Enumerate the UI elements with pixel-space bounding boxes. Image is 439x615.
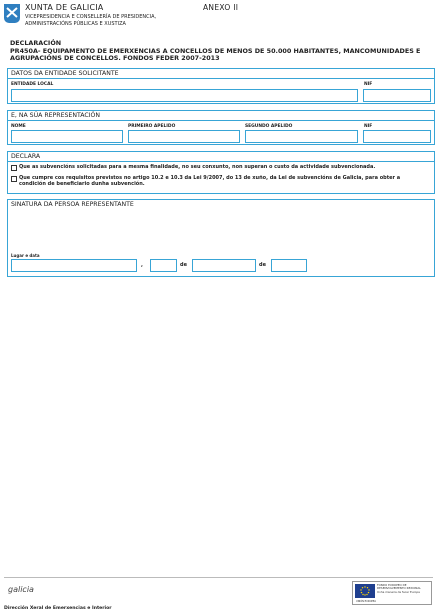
declares-item-2-line-1: Que cumpre cos requisitos previstos no artigo 10.2 e 10.3 da Lei 9/2007, do 13 de xuño, da Lei de subvencións de Galicia, para obter a: [19, 175, 401, 181]
direction-name: Dirección Xeral de Emerxencias e Interior: [4, 606, 112, 611]
signature-section: [7, 199, 435, 277]
applicant-section: [7, 68, 435, 104]
month-field[interactable]: [192, 259, 256, 272]
de-separator-2: de: [259, 262, 266, 268]
first-surname-field[interactable]: [128, 130, 240, 143]
applicant-nif-label: NIF: [364, 82, 373, 87]
footer-divider: [4, 577, 433, 578]
signature-section-title: SINATURA DA PERSOA REPRESENTANTE: [11, 201, 134, 208]
eu-text-block: [377, 584, 431, 594]
representative-section: [7, 110, 435, 145]
galicia-logo: galicia: [8, 585, 34, 594]
declares-checkbox-2[interactable]: [11, 176, 17, 182]
declaration-line-1: PR450A- EQUIPAMENTO DE EMERXENCIAS A CONCELLOS DE MENOS DE 50.000 HABITANTES, MANCOMUNIDADES E: [10, 46, 421, 55]
annex-label: ANEXO II: [203, 3, 239, 12]
declaration-line-2: AGRUPACIÓNS DE CONCELLOS. FONDOS FEDER 2007-2013: [10, 54, 220, 63]
declares-item-1-text: Que as subvencións solicitadas para a mesma finalidade, no seu conxunto, non superan o custo da actividade subvencionada.: [19, 164, 376, 170]
xunta-shield-icon: [4, 4, 20, 23]
applicant-nif-field[interactable]: [363, 89, 431, 102]
local-entity-label: ENTIDADE LOCAL: [11, 82, 54, 87]
second-surname-label: SEGUNDO APELIDO: [245, 124, 293, 129]
declaration-title: [10, 40, 430, 63]
year-field[interactable]: [271, 259, 307, 272]
eu-union-label: UNIÓN EUROPEA: [356, 600, 377, 603]
place-date-label: Lugar e data: [11, 253, 40, 258]
eu-feder-logo: [352, 581, 432, 605]
eu-text-line-3: Unha maneira de facer Europa: [377, 589, 420, 594]
department-name: VICEPRESIDENCIA E CONSELLERÍA DE PRESIDENCIA, ADMINISTRACIÓNS PÚBLICAS E XUSTIZA: [25, 14, 157, 27]
day-field[interactable]: [150, 259, 177, 272]
representative-section-title: E, NA SÚA REPRESENTACIÓN: [8, 111, 434, 121]
comma-separator: ,: [141, 262, 143, 268]
declares-item-2: [19, 175, 433, 187]
place-field[interactable]: [11, 259, 137, 272]
name-field[interactable]: [11, 130, 123, 143]
local-entity-field[interactable]: [11, 89, 358, 102]
representative-nif-field[interactable]: [363, 130, 431, 143]
eu-flag-icon: [355, 584, 375, 598]
second-surname-field[interactable]: [245, 130, 358, 143]
declaration-heading: DECLARACIÓN: [10, 39, 62, 47]
de-separator-1: de: [180, 262, 187, 268]
name-label: NOME: [11, 124, 26, 129]
eu-text-line-1: FONDO EUROPEO DE: [377, 583, 407, 587]
first-surname-label: PRIMEIRO APELIDO: [128, 124, 176, 129]
eu-text-line-2: DESENVOLVEMENTO REXIONAL: [377, 586, 421, 591]
brand-name: XUNTA DE GALICIA: [25, 3, 104, 12]
declares-checkbox-1[interactable]: [11, 165, 17, 171]
applicant-section-title: DATOS DA ENTIDADE SOLICITANTE: [8, 69, 434, 79]
representative-nif-label: NIF: [364, 124, 373, 129]
declares-item-2-line-2: condición de beneficiario dunha subvención.: [19, 181, 145, 188]
declares-section: [7, 151, 435, 194]
declares-section-title: DECLARA: [8, 152, 434, 162]
